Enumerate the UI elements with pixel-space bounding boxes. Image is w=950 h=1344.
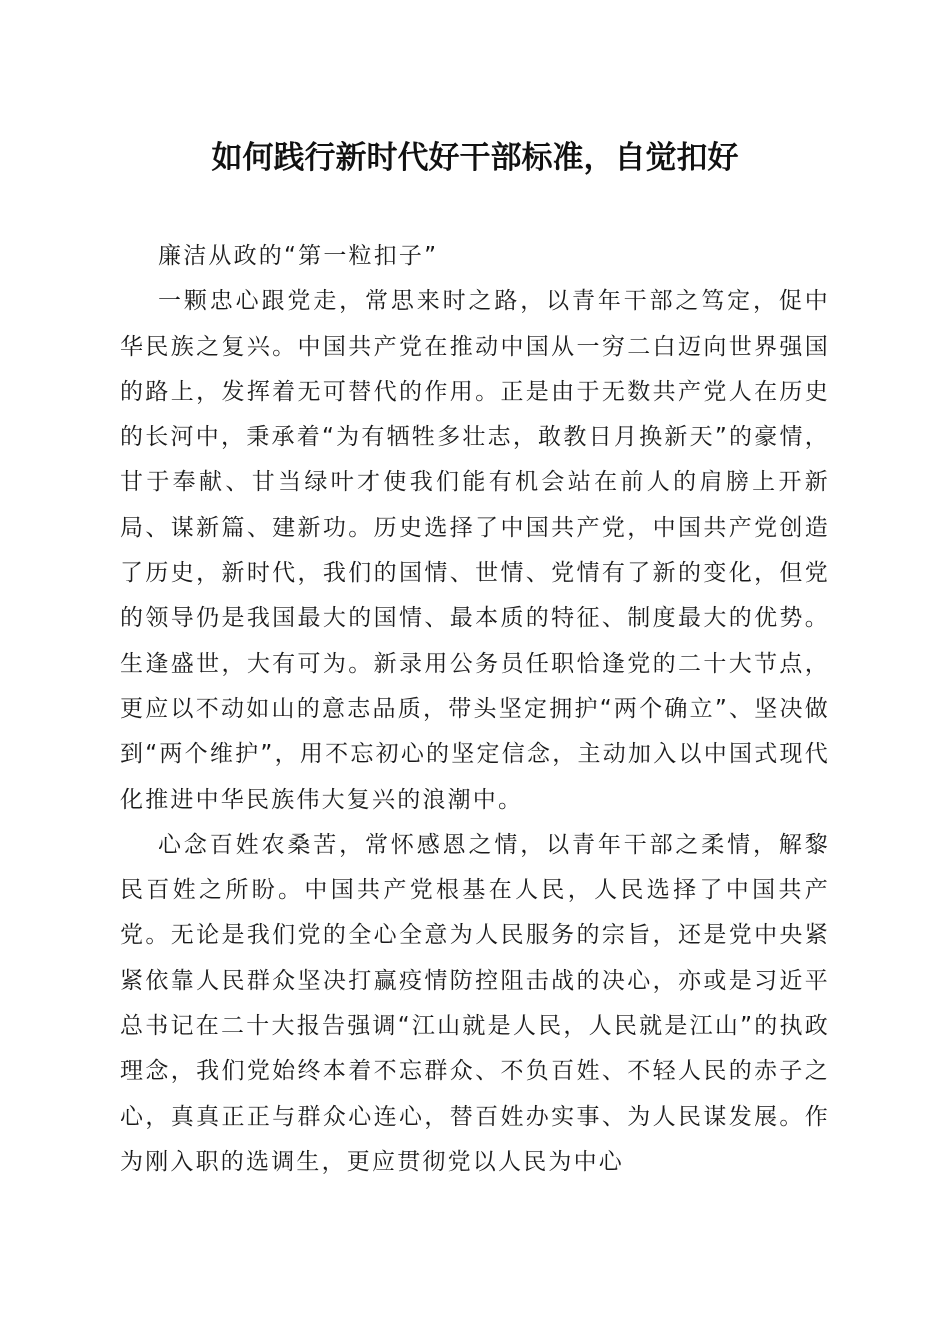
document-body <box>120 234 830 1185</box>
paragraph: 心念百姓农桑苦，常怀感恩之情，以青年干部之柔情，解黎民百姓之所盼。中国共产党根基在人民，人民选择了中国共产党。无论是我们党的全心全意为人民服务的宗旨，还是党中央紧紧依靠人民群众坚决打赢疫情防控阻击战的决心，亦或是习近平总书记在二十大报告强调“江山就是人民，人民就是江山”的执政理念，我们党始终本着不忘群众、不负百姓、不轻人民的赤子之心，真真正正与群众心连心，替百姓办实事、为人民谋发展。作为刚入职的选调生，更应贯彻党以人民为中心 <box>120 831 830 1175</box>
paragraph-subtitle: 廉洁从政的“第一粒扣子” <box>158 243 439 269</box>
paragraph: 一颗忠心跟党走，常思来时之路，以青年干部之笃定，促中华民族之复兴。中国共产党在推动中国从一穷二白迈向世界强国的路上，发挥着无可替代的作用。正是由于无数共产党人在历史的长河中，秉承着“为有牺牲多壮志，敢教日月换新天”的豪情，甘于奉献、甘当绿叶才使我们能有机会站在前人的肩膀上开新局、谋新篇、建新功。历史选择了中国共产党，中国共产党创造了历史，新时代，我们的国情、世情、党情有了新的变化，但党的领导仍是我国最大的国情、最本质的特征、制度最大的优势。生逢盛世，大有可为。新录用公务员任职恰逢党的二十大节点，更应以不动如山的意志品质，带头坚定拥护“两个确立”、坚决做到“两个维护”，用不忘初心的坚定信念，主动加入以中国式现代化推进中华民族伟大复兴的浪潮中。 <box>120 288 830 813</box>
document-title: 如何践行新时代好干部标准，自觉扣好 <box>211 140 739 176</box>
